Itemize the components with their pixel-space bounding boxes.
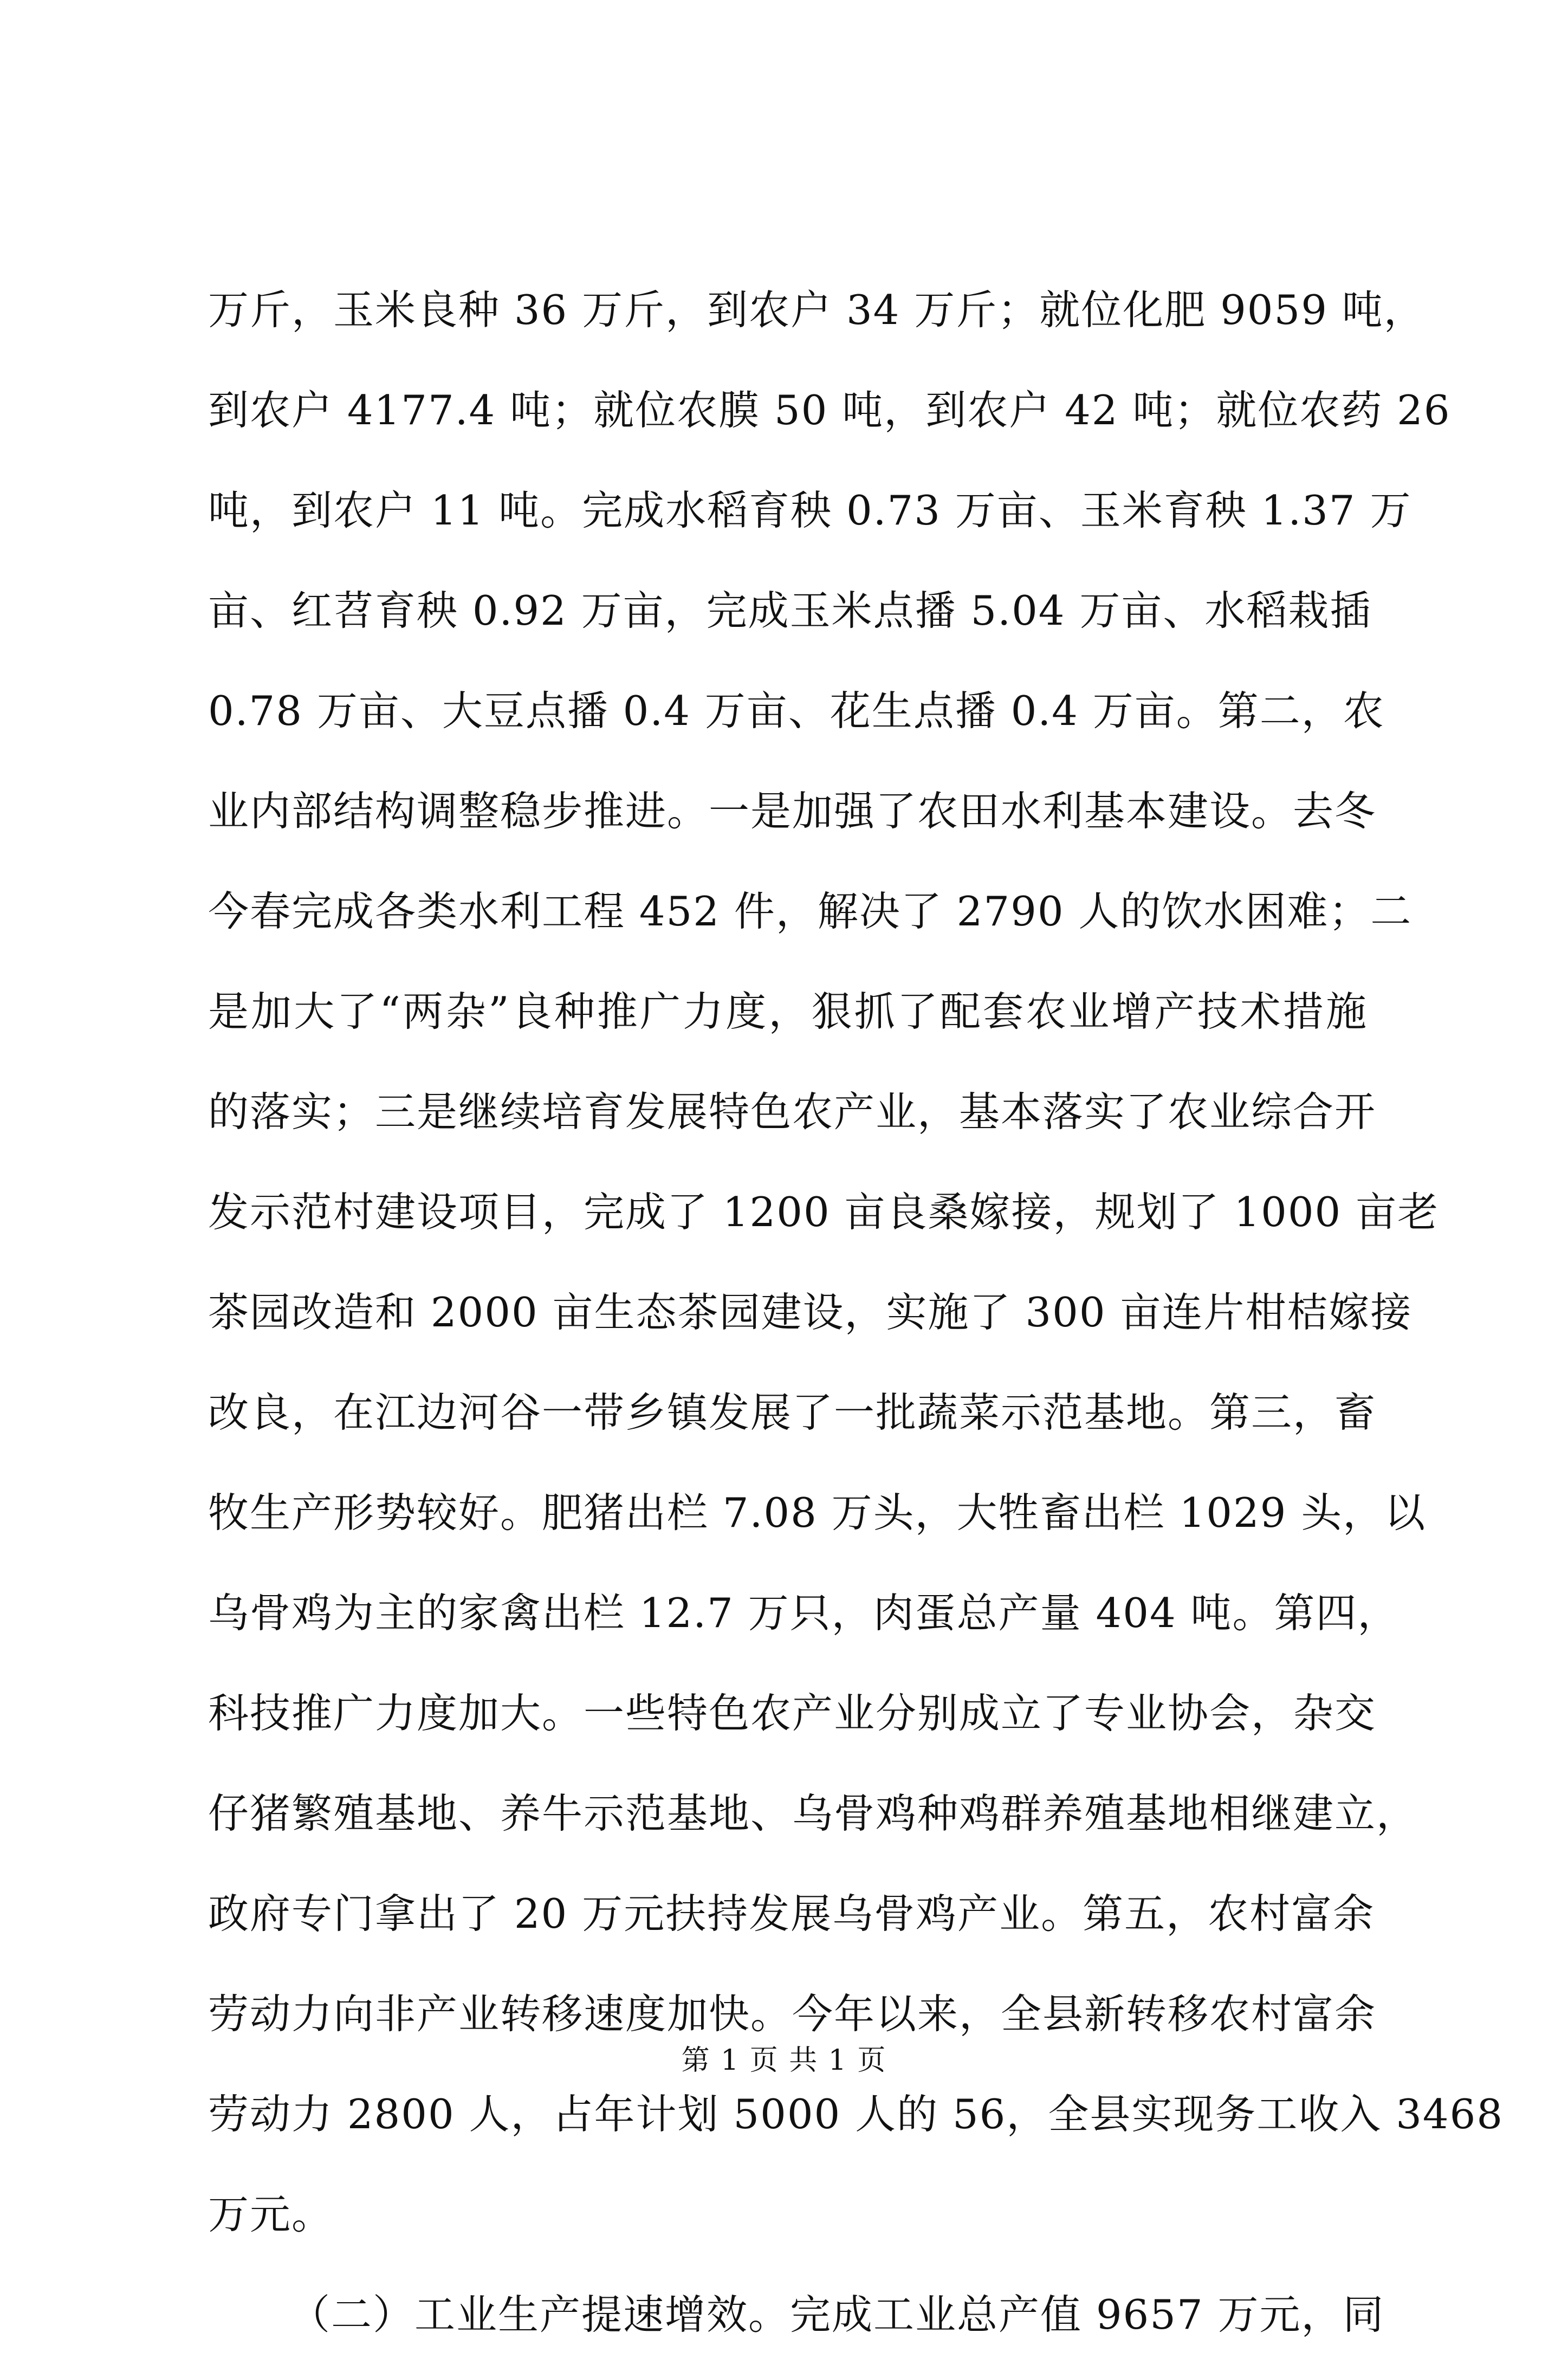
text-line: 劳动力 2800 人，占年计划 5000 人的 56，全县实现务工收入 3468	[208, 2090, 1504, 2138]
text-line: 是加大了“两杂”良种推广力度，狠抓了配套农业增产技术措施	[208, 988, 1368, 1035]
text-line: 仔猪繁殖基地、养牛示范基地、乌骨鸡种鸡群养殖基地相继建立，	[208, 1790, 1418, 1837]
text-line: 业内部结构调整稳步推进。一是加强了农田水利基本建设。去冬	[208, 787, 1377, 835]
text-line: 吨，到农户 11 吨。完成水稻育秧 0.73 万亩、玉米育秧 1.37 万	[208, 487, 1412, 534]
page-footer: 第 1 页 共 1 页	[681, 2044, 887, 2077]
text-line: 牧生产形势较好。肥猪出栏 7.08 万头，大牲畜出栏 1029 头，以	[208, 1489, 1427, 1537]
text-line-paragraph-end: 万元。	[208, 2191, 334, 2238]
text-line: 万斤，玉米良种 36 万斤，到农户 34 万斤；就位化肥 9059 吨，	[208, 286, 1426, 334]
text-line: 亩、红苕育秧 0.92 万亩，完成玉米点播 5.04 万亩、水稻栽插	[208, 587, 1372, 634]
text-line: 今春完成各类水利工程 452 件，解决了 2790 人的饮水困难；二	[208, 887, 1413, 935]
text-line-section-heading: （二）工业生产提速增效。完成工业总产值 9657 万元，同	[289, 2291, 1385, 2338]
text-line: 改良，在江边河谷一带乡镇发展了一批蔬菜示范基地。第三，畜	[208, 1389, 1377, 1436]
text-line: 乌骨鸡为主的家禽出栏 12.7 万只，肉蛋总产量 404 吨。第四，	[208, 1589, 1399, 1637]
text-line: 劳动力向非产业转移速度加快。今年以来，全县新转移农村富余	[208, 1990, 1377, 2038]
text-line: 科技推广力度加大。一些特色农产业分别成立了专业协会，杂交	[208, 1689, 1377, 1737]
text-line: 0.78 万亩、大豆点播 0.4 万亩、花生点播 0.4 万亩。第二，农	[208, 687, 1385, 735]
text-line: 到农户 4177.4 吨；就位农膜 50 吨，到农户 42 吨；就位农药 26	[208, 386, 1451, 434]
text-line: 茶园改造和 2000 亩生态茶园建设，实施了 300 亩连片柑桔嫁接	[208, 1288, 1413, 1336]
text-line: 的落实；三是继续培育发展特色农产业，基本落实了农业综合开	[208, 1088, 1377, 1136]
text-line: 发示范村建设项目，完成了 1200 亩良桑嫁接，规划了 1000 亩老	[208, 1188, 1440, 1236]
text-line: 政府专门拿出了 20 万元扶持发展乌骨鸡产业。第五，农村富余	[208, 1890, 1375, 1938]
